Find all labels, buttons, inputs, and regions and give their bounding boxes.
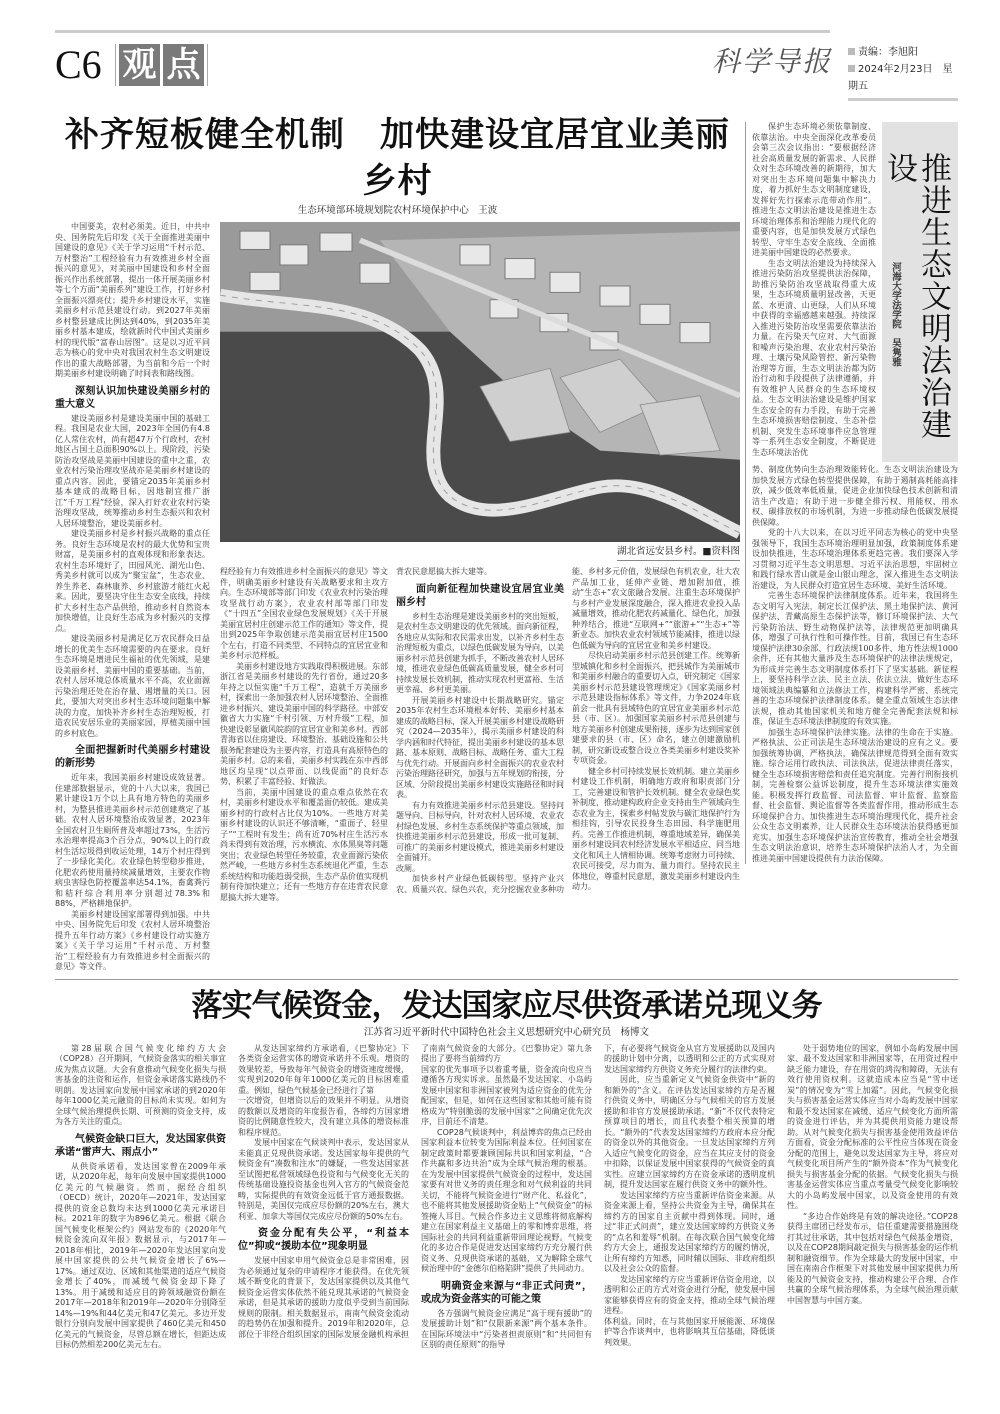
sidebar-column-narrow	[752, 122, 876, 462]
sidebar-byline: 河海大学法学院 吴隽雅	[890, 262, 901, 367]
article1-title: 补齐短板健全机制 加快建设宜居宜业美丽乡村	[65, 115, 730, 201]
paragraph: 加快乡村产业绿色低碳转型。坚持产业兴农、质量兴农、绿色兴农，充分挖掘农业多种功能、乡村多元价值，发展绿色有机农业，壮大农产品加工业，延伸产业链、增加附加值，推动“生态+”农文旅融合发展。注重生态环境保护与乡村产业发展深度融合，深入推进农业投入品减量增效，推动化肥农药减量化、绿色化，加强种养结合，推进“互联网+”“旅游+”“生态+”等新业态。加快农业农村领域节能减排，推进以绿色低碳为导向的宜居宜业和美乡村建设。	[396, 567, 740, 894]
paragraph: 从发达国家缔约方承诺看，《巴黎协定》下各类资金运营实体的增资承诺并不乐观。增资的效果较差，导致每年气候资金的增资速度缓慢，实现到2020年每年1000亿美元的目标困难重重。例如，绿色气候基金已经进行了第	[238, 1043, 409, 1095]
page-header	[0, 0, 1000, 112]
paragraph: 乡村生态治理是建设美丽乡村的突出短板，是农村生态文明建设的优先领域。面向新征程，各地应从实际和农民需求出发，以补齐乡村生态治理短板为重点，以绿色低碳发展为导向，以美丽乡村示范县创建为抓手，不断改善农村人居环境，推进农业绿色低碳高质量发展，健全乡村可持续发展长效机制，推动实现农村更富裕、生活更幸福、乡村更美丽。	[396, 611, 564, 694]
editor: 责编：李旭阳	[858, 47, 918, 58]
page-number: C6	[55, 42, 102, 87]
aerial-village-photo	[220, 222, 740, 542]
paragraph: 美丽乡村建设地方实践取得积极进展。东部浙江省是美丽乡村建设的先行省份，通过20多年持之以恒实施“千万工程”，造就千万美丽乡村，探索出一条加强农村人居环境整治、全面推进乡村振兴、建设美丽中国的科学路径。中部安徽省大力实施“千村引领、万村升级”工程，加快建设彰显徽风皖韵的宜居宜业和美乡村。西部青海省以住房建设、环境整治、基础设施和公共服务配套建设为主要内容，打造具有高原特色的美丽乡村。总的来看，美丽乡村实践在东中西部地区均呈现“以点带面、以线促面”的良好态势，积累了丰富经验、好做法。	[220, 661, 388, 786]
paragraph: 中国要美，农村必须美。近日，中共中央、国务院先后印发《关于全面推进美丽中国建设的意见》《关于学习运用“千村示范、万村整治”工程经验有力有效推进乡村全面振兴的意见》，对美丽中国建设和乡村全面振兴作出系统部署，提出一体开展美丽乡村等七个方面“美丽系列”建设工作，打好乡村全面振兴漂亮仗；提升乡村建设水平，实施美丽乡村示范县建设行动。到2027年美丽乡村整县建成比例达到40%，到2035年美丽乡村基本建成，绘就新时代中国式美丽乡村的现代版“富春山居图”。这是以习近平同志为核心的党中央对我国农村生态文明建设作出的重大战略部署，为当前和今后一个时期美丽乡村建设明确了时间表和路线图。	[55, 222, 210, 378]
paragraph: 尽快启动美丽乡村示范县创建工作。统筹新型城镇化和乡村全面振兴，把县城作为美丽城市和美丽乡村融合的重要切入点，研究制定《国家美丽乡村示范县建设管理规定》《国家美丽乡村示范县建设指标体系》等文件，力争2024年底前会一批具有县域特色的宜居宜业美丽乡村示范县（市、区）。加强国家美丽乡村示范县创建与地方美丽乡村创建成果衔接，逐步为达到国家创建要求的县（市、区）命名，建立创建激励机制，研究新设或整合设立各类美丽乡村建设奖补专项资金。	[572, 651, 740, 765]
section-rule	[55, 979, 958, 980]
paragraph: 发达国家缔约方应当重新评估资金来源。从资金来源上看，坚持公共资金为主导，确保其在缔约方的国家自主贡献中得到体现。同时，通过“非正式问责”，建立发达国家缔约方供资义务的“点名和羞辱”机制。在每次联合国气候变化缔约方大会上，通报发达国家缔约方的履约情况，让所有缔约方知悉，同时辅以国际、非政府组织以及社会公众的监督。	[604, 1190, 775, 1273]
paragraph: 势、制度优势向生态治理效能转化。生态文明法治建设为加快发展方式绿色转型提供保障，有助于遏制高耗能高排放，减少低效率低质量，促进企业加快绿色技术创新和清洁生产改造；有助于进一步健全排污权、用能权、用水权、碳排放权的市场机制，为进一步推动绿色低碳发展提供保障。	[752, 465, 958, 527]
article2-column-4	[604, 1044, 775, 1317]
paragraph: 下，有必要将气候资金从官方发展援助以及国内的援助计划中分离，以透明和公正的方式实现对发达国家缔约方供资义务充分履行的法律约束。	[604, 1043, 775, 1074]
subheading: 深刻认识加快建设美丽乡村的重大意义	[55, 385, 210, 410]
paragraph: 党的十八大以来，在以习近平同志为核心的党中央坚强领导下，我国生态环境治理明显加强，政策制度体系建设加快推进，生态环境治理体系更趋完善。我们要深入学习贯彻习近平生态文明思想、习近平法治思想，牢固树立和践行绿水青山就是金山银山理念，深入推进生态文明法治建设，为人民群众打造宜居生态环境、美好生活环境。	[752, 528, 958, 590]
square-bullet-icon	[848, 48, 855, 55]
paragraph: 生态文明法治建设为持续深入推进污染防治攻坚提供法治保障，助推污染防治攻坚战取得重大成果，生态环境质量明显改善，天更蓝、水更清、山更绿，人们从环境中获得的幸福感越来越强。持续深入推进污染防治攻坚需要依靠法治力量。在污染天气应对、大气面源和噪声污染治理、农业农村污染治理、土壤污染风险管控、新污染物治理等方面，生态文明法治都为防治行动和手段提供了法律遵循，并有效维护人民群众的生态环境权益。生态文明法治建设是维护国家生态安全的有力手段，有助于完善生态环境损害赔偿制度、生态补偿机制、突发生态环境事件应急管理等一系列生态安全制度，不断促进生态环境法治优	[752, 258, 876, 457]
article2-column-3	[421, 1065, 592, 1351]
article2	[55, 986, 958, 1351]
sidebar-column-wide	[752, 465, 958, 864]
paragraph: 一次增资，但增资以后的效果并不明显。从增资的数额以及增资的年度报告看，各缔约方国家增资的比例随意性较大，没有建立具体的增资标准和程序规范。	[238, 1096, 409, 1137]
photo-caption: 湖北省远安县乡村。■资料图	[617, 545, 740, 561]
section-label	[115, 44, 208, 86]
paragraph: “多边合作始终是有效的解决途径。”COP28获得主席团已经发布示，信任重建需要措施围绕打其过往承诺，其中包括对绿色气候基金增资，以及在COP28期间敲定损失与损害基金的运作机制和融资细节。作为全球最大的发展中国家，中国在南南合作框架下对其他发展中国家提供力所能及的气候资金支持，推动构建公平合理、合作共赢的全球气候治理体系，为全球气候治理贡献中国智慧与中国方案。	[787, 1211, 958, 1305]
article1-column-1	[55, 222, 210, 973]
subheading: 资金分配有失公平，“利益本位”抑或“援助本位”现象明显	[238, 1228, 409, 1252]
subheading: 全面把握新时代美丽乡村建设的新形势	[55, 745, 210, 769]
paragraph: 发达国家缔约方应当重新评估资金用途，以透明和公正的方式对资金进行分配，使发展中国家能够获得应有的资金支持，推动全球气候治理进程。	[604, 1274, 775, 1315]
paragraph: 程经验有力有效推进乡村全面振兴的意见》等文件，明确美丽乡村建设有关战略要求和主攻方向。生态环境部等部门印发《农业农村污染治理攻坚战行动方案》，农业农村部等部门印发《“十四五”全国农业绿色发展规划》《关于开展美丽宜居村庄创建示范工作的通知》等文件，提出到2025年争取创建示范美丽宜居村庄1500个左右，打造不同类型、不同特点的宜居宜业和美乡村示范样板。	[220, 567, 388, 660]
paragraph: 各方强调气候资金应满足“高于现有援助”的发展援助计划”和“仅限新来源”两个基本条件。在国际环境法中“污染者担责原则”和“共同但有区别的责任原则”的指导	[421, 1308, 592, 1349]
subheading: 明确资金来源与“非正式问责”，或成为资金落实的可能之策	[421, 1280, 592, 1305]
paragraph: 健全乡村可持续发展长效机制。建立美丽乡村建设工作机制，明确地方政府和职责部门分工，完善建设和管护长效机制。健全农业绿色奖补制度，推动建构政府企业支持由生产领域向生态农业为主，探索乡村帖发放与碳汇地保护行为相挂钩，引导农民投身生态田园、科学施肥用药。完善工作推进机制，尊重地域差异，确保美丽乡村建设同农村经济发展水平相适应、同当地文化和风土人情相协调。统筹考虑财力可持续、农民可接受，尽力而为、量力而行。坚持农民主体地位，尊重村民意愿，激发美丽乡村建设内生动力。	[572, 766, 740, 891]
article1-lower-columns	[220, 567, 740, 903]
issue-date: 2024年2月23日 星期五	[848, 64, 953, 92]
paragraph: 开展美丽乡村建设中长期战略研究。锚定2035年农村生态环境根本好转、美丽乡村基本建成的战略目标，深入开展美丽乡村建设战略研究（2024—2035年），揭示美丽乡村建设的科学内涵和时代特征，提出美丽乡村建设的基本思路、基本原则、战略目标、战略任务、重大工程与优先行动。开展面向乡村全面振兴的农业农村污染治理路径研究，加强与五年规划的衔接，分区域、分阶段提出美丽乡村建设实施路径和时间表。	[396, 695, 564, 799]
paragraph: 从供资承诺看，发达国家曾在2009年承诺，从2020年起，每年向发展中国家提供1000亿美元的气候融资。然而，据经合组织（OECD）统计，2020年—2021年，发达国家提供的资金总数均未达到1000亿美元承诺目标。2021年的数字为896亿美元。根据《联合国气候变化框架公约》网站发布的《2020年气候资金流向双年报》数据显示，与2017年—2018年相比，2019年—2020年发达国家向发展中国家提供的公共气候资金增长了6%—17%。通过双边、区域和其他渠道的适应气候资金增长了40%，而减缓气候资金却下降了13%。用于减缓和适应目的跨领域融资份额在2017年—2018年和2019年—2020年分别降至14%—19%和44亿美元和47亿美元。多边开发银行分别向发展中国家提供了460亿美元和450亿美元的气候资金，尽管总额在增长，但距达成目标仍然相差200亿美元左右。	[55, 1161, 226, 1349]
article1-column-3	[396, 567, 564, 864]
paragraph: 国家的优先事项予以着重考量，资金流向也应当遵循各方现实诉求。虽然最不发达国家、小岛屿发展中国家和非洲国家被列为适应资金的优先分配国家，但是，如何在这些国家和其他可能有资格成为“特别脆弱的发展中国家”之间确定优先次序，目前还不清楚。	[421, 1064, 592, 1126]
article2-header	[55, 986, 958, 1040]
sidebar	[745, 122, 958, 864]
article1-right-area	[220, 222, 740, 903]
paragraph: 近年来，我国美丽乡村建设成效显著。住建部数据显示，党的十八大以来，我国已累计建设1万个以上具有地方特色的美丽乡村，为整县推进美丽乡村示范创建奠定了基础。农村人居环境整治成效显著，2023年全国农村卫生厕所普及率超过73%，生活污水治理率提高3个百分点，90%以上的行政村生活垃圾得到收运处理，14万个村庄得到了一步绿化美化。农业绿色转型稳步推进，化肥农药使用量持续减量增效，主要农作物病虫害绿色防控覆盖率达54.1%，畜禽粪污和秸秆综合利用率分别超过78.3%和88%，严格耕地保护。	[55, 773, 210, 908]
top-rule	[55, 30, 830, 33]
subheading: 面向新征程加快建设宜居宜业美丽乡村	[396, 583, 564, 608]
paragraph: 建设美丽乡村是满足亿万农民群众日益增长的优美生态环境需要的内在要求。良好生态环境是增进民生福祉的优先领域，是建设美丽乡村、美丽中国的重要基础。当前，农村人居环境总体质量水平不高，农业面源污染治理还处在治存量、遏增量的关口。因此，要加大对突出乡村生态环境问题集中解决的力度，加快补齐乡村生态治理短板，打造农民安居乐业的美丽家园，厚植美丽中国的乡村底色。	[55, 634, 210, 738]
section-char: 观	[119, 44, 160, 86]
paragraph: 加强生态环境保护法律实施。法律的生命在于实施。严格执法、公正司法是生态环境法治建设的应有之义。要加强统筹协调，严格执法，确保法律规范得到全面有效实施。综合运用行政执法、司法执法，促进法律责任落实，健全生态环境损害赔偿和责任追究制度。完善行刑衔接机制，完善检察公益诉讼制度，提升生态环境法律实施效能。积极发挥行政监督、司法监督、审计监督、监察监督、社会监督、舆论监督等各类监督作用，推动形成生态环境保护合力。加快推进生态环境治理现代化，提升社会公众生态文明素养，让人民群众生态环境法治获得感更加充实。加强生态环境保护法治宣传教育，推动全社会增强生态文明法治意识，培养生态环境保护法治人才，为全面推进美丽中国建设提供有力法治保障。	[752, 727, 958, 863]
paragraph: 完善生态环境保护法律制度体系。近年来，我国将生态文明写入宪法，制定长江保护法、黑土地保护法、黄河保护法、青藏高原生态保护法等，修订环境保护法、大气污染防治法、野生动物保护法等，法律规范更加明确具体，增强了可执行性和可操作性。目前，我国已有生态环境保护法律30余部、行政法规100多件、地方性法规1000余件，还有其他大量涉及生态环境保护的法律法规规定，为形成并完善生态文明制度体系打下了坚实基础。新征程上，要坚持科学立法、民主立法、依法立法，做好生态环境领域法典编纂和立法修法工作，构建科学严密、系统完善的生态环境保护法律制度体系。健全重点领域生态法律法规，推动其他国家机关和地方健全完善配套法规和标准，保证生态环境法律制度的有效实施。	[752, 591, 958, 726]
paragraph: 发展中国家在气候谈判中表示，发达国家从未能真正兑现供资承诺。发达国家每年提供的气候资金有“凑数和注水”的嫌疑，一些发达国家甚至试图把私营领域绿色投资和与气候变化无关的传统基础设施投资基金也列入官方的气候资金范畴，实际提供的有效资金远低于官方通报数据。特别是，美国仅完成应尽份额的20%左右，澳大利亚、加拿大等国仅完成应尽份额的50%左右。	[238, 1138, 409, 1221]
paragraph: 保护生态环境必须依靠制度、依靠法治。中央全面深化改革委员会第三次会议指出：“要根据经济社会高质量发展的新需求、人民群众对生态环境改善的新期待，加大对突出生态环境问题集中解决力度，着力抓好生态文明制度建设，发挥好先行探索示范带动作用”。推进生态文明法治建设是推进生态环境治理体系和治理能力现代化的重要内容，也是加快发展方式绿色转型、守牢生态安全底线、全面推进美丽中国建设的必然要求。	[752, 122, 876, 257]
paragraph: 发展中国家申用气候资金总是非常困难，因为必须通过复杂的申请程序才能获得。在优先领域不断变化的背景下，发达国家提供以及其他气候资金运营实体依然不能兑现其承诺的气候资金承诺，但是其承诺的援助力度似乎受到当前国际规则的限制。相关数据显示，南南气候资金流动的趋势仍在加强和提升。2019年和2020年，总部位于非经合组织国家的国际发展金融机构承担了南南气候资金的大部分。《巴黎协定》第九条提出了要将当前缔约方	[238, 1043, 592, 1339]
square-bullet-icon	[848, 65, 855, 72]
paragraph: 美丽乡村建设国家部署得到加强。中共中央、国务院先后印发《农村人居环境整治提升五年行动方案》《乡村建设行动实施方案》《关于学习运用“千村示范、万村整治”工程经验有力有效推进乡村全面振兴的意见》等文件。	[55, 909, 210, 971]
article2-byline: 江苏省习近平新时代中国特色社会主义思想研究中心研究员 杨博文	[363, 1026, 649, 1038]
paragraph: 建设美丽乡村是乡村振兴战略的重点任务。良好生态环境是农村的最大优势和宝贵财富，是美丽乡村的直观体现和形象表达。农村生态环境好了，田园风光、湖光山色、秀美乡村就可以成为“聚宝盆”，生态农业、养生养老、森林康养、乡村旅游才能红火起来。因此，要坚决守住生态安全底线，持续扩大乡村生态产品供给，推动乡村自然资本加快增值，让良好生态成为乡村振兴的支撑点。	[55, 529, 210, 633]
article1-byline: 生态环境部环境规划院农村环境保护中心 王波	[297, 205, 498, 216]
masthead-logo: 科学导报	[712, 45, 833, 78]
subheading: 气候资金缺口巨大，发达国家供资承诺“雷声大、雨点小”	[55, 1133, 226, 1158]
paragraph: 建设美丽乡村是建设美丽中国的基础工程。我国是农业大国，2023年全国仍有4.8亿人常住农村，尚有超47万个行政村，农村地区占国土总面积90%以上。现阶段，污染防治攻坚战是美丽中国建设的重中之重，农业农村污染治理攻坚战亦是美丽乡村建设的重点内容。因此，要锚定2035年美丽乡村基本建成的战略目标，因地制宜推广浙江“千万工程”经验，深入打好农业农村污染治理攻坚战，统筹推动乡村生态振兴和农村人居环境整治，建设美丽乡村。	[55, 413, 210, 528]
paragraph: 背农民意愿搞大拆大建等。	[396, 567, 492, 576]
top-section	[55, 112, 958, 973]
article1-column-2	[220, 567, 388, 903]
sidebar-title: 推进生态文明法治建设	[881, 152, 951, 440]
paragraph: 处于弱势地位的国家，例如小岛屿发展中国家、最不发达国家和非洲国家等，在用资过程中缺乏能力建设，存在用资的鸿沟和障碍，无法有效行使用资权利。这就造成本应当是“雪中送炭”的情况变为“雪上加霜”。因此，气候变化损失与损害基金运营实体应当对小岛屿发展中国家和最不发达国家在减缓、适应气候变化方面所需的资金进行评估，并为其提供用资能力建设帮助。从对气候变化损失与损害基金使用效益评估方面看，资金分配标准的公平性应当体现在资金分配的范围上，避免以发达国家为主导，将应对气候变化项目所产生的“额外资本”作为气候变化损失与损害基金分配的依据。气候变化损失与损害基金运营实体应当重点考量受气候变化影响较大的小岛屿发展中国家，以及资金使用的有效性。	[787, 1043, 958, 1210]
paragraph: COP28气候谈判中，利益博弈的焦点已经由国家利益本位转变为国际利益本位。任何国家在制定政策时都要兼顾国际共识和国家利益，“合作共赢和多边共治”成为全球气候治理的根基。在为发展中国家提供气候资金的过程中，发达国家要有对世义务的责任理念和对气候利益的共同关切，不能将气候资金进行“财产化、私益化”，也不能将其他发展援助资金贴上“气候资金”的标签掩人耳目。气候合作多边主义思维将彻底解构建立在国家利益主义基础上的零和博弈思维，将国际社会的共同利益重新带回理论视野。气候变化的多边合作是促进发达国家缔约方充分履行供资义务、兑现供资承诺的基础，又为解除全球气候治理中的“金德尔伯格陷阱”提供了共同动力。	[421, 1127, 592, 1273]
section-char: 点	[163, 44, 204, 86]
paragraph: 改厕。	[396, 863, 420, 873]
article1-photo	[220, 222, 740, 542]
paragraph: 体利益。同时，在与其他国家开展能源、环境保护等合作谈判中，也将影响其互信基础，降低谈判效果。	[604, 1316, 775, 1347]
paragraph: 当前，美丽中国建设的重点难点依然在农村，美丽乡村建设水平和覆盖面仍较低。建成美丽乡村的行政村占比仅为10%。一些地方对美丽乡村建设的认识还不够清晰，“重面子、轻里子”“工程时有发生；尚有近70%村庄生活污水尚未得到有效治理，污水横流、水体黑臭等问题突出；农业绿色转型任务较重，农业面源污染依然严峻，一些地方乡村生态系统退化严重，生态系统结构和功能趋弱受损，生态产品价值实现机制有待加快建立；还有一些地方存在违背农民意愿搞大拆大建等。	[220, 787, 388, 902]
article1	[55, 112, 740, 973]
article2-title: 落实气候资金，发达国家应尽供资承诺兑现义务	[191, 987, 822, 1024]
paragraph: 有力有效推进美丽乡村示范县建设。坚持问题导向、目标导向，针对农村人居环境、农业农村绿色发展、乡村生态系统保护等重点领域，加快推进美丽乡村示范县建设，形成一批可复制、可推广的美丽乡村建设模式，推进美丽乡村建设全面铺开。	[396, 800, 564, 862]
paragraph: 第28届联合国气候变化缔约方大会（COP28）召开期间，气候资金落实的相关事宜成为焦点议题。大会有意推动气候变化损失与损害基金的注资和运作，但资金承诺落实路线仍不明朗。发达国家向发展中国家承诺的到2020年每年1000亿美元融资的目标尚未实现。如何为全球气候治理提供长期、可预测的资金支持，成为各方关注的重点。	[55, 1043, 226, 1126]
page-info	[848, 44, 958, 101]
paragraph: 因此，应当重新定义气候资金供资中“新的和额外的”含义。在评估发达国家缔约方是否履行供资义务中，明确区分与气候相关的官方发展援助和非官方发展援助承诺。“新”不仅代表特定预算项目的增长，而且代表整个相关预算的增长。“额外的”代表发达国家缔约方政府本应分配的资金以外的其他资金。一旦发达国家缔约方列入适应气候变化的资金，应当在其应支付的资金中扣除，以保证发展中国家获得的气候资金的真实性。应建立国家缔约方在资金承诺的透明度机制，提升发达国家在履行供资义务中的额外性。	[604, 1075, 775, 1189]
sidebar-title-box	[882, 122, 958, 462]
